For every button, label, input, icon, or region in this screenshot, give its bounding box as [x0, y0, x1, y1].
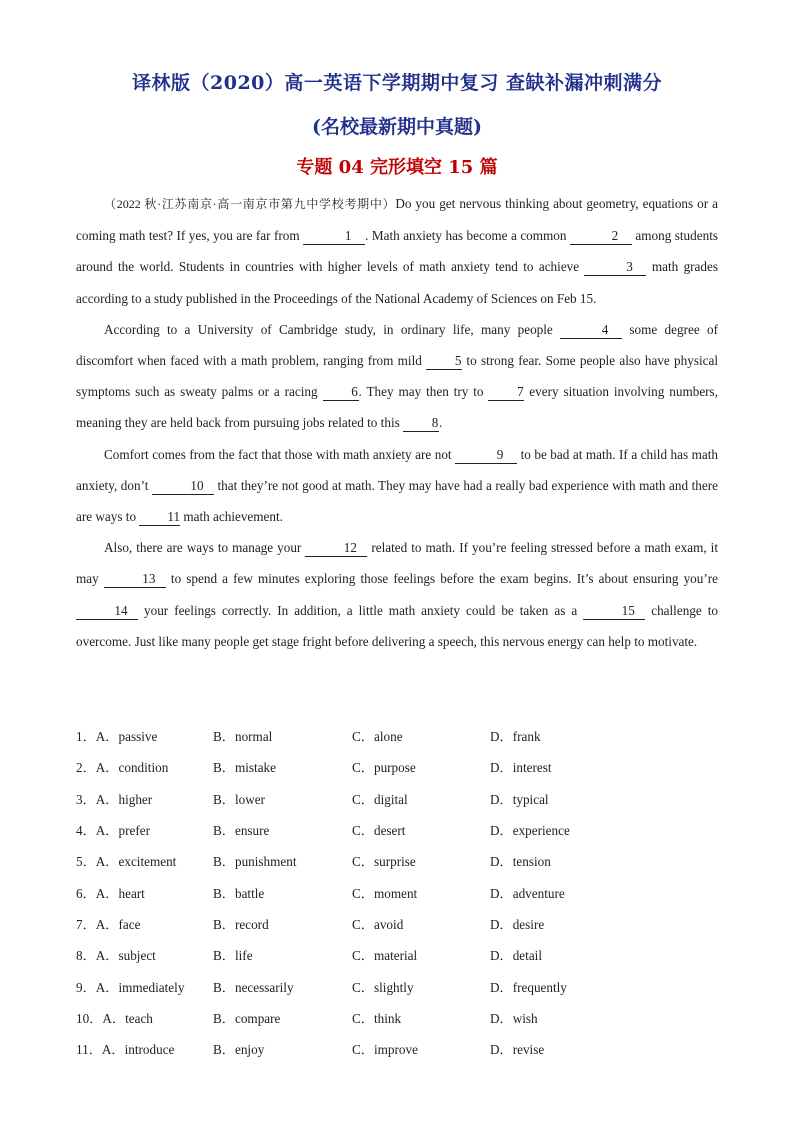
option-b[interactable]: B．enjoy: [213, 1042, 265, 1058]
question-number: 9．: [76, 979, 96, 995]
option-c[interactable]: C．think: [352, 1010, 402, 1026]
paragraph-1: [76, 188, 718, 314]
text: among students around the world. Students in countries with higher levels of math anxiety tend to achieve: [76, 228, 718, 275]
text: Also, there are ways to manage your: [104, 540, 306, 556]
paragraph-4: [76, 532, 718, 657]
blank-12[interactable]: 12: [305, 540, 367, 557]
section-title: 专题 04 完形填空 15 篇: [296, 157, 498, 178]
option-c[interactable]: C．improve: [352, 1042, 418, 1058]
option-d[interactable]: D．wish: [490, 1010, 538, 1026]
question-row: [76, 845, 736, 876]
option-d[interactable]: D．frequently: [490, 979, 567, 995]
text: math achievement.: [180, 509, 283, 525]
option-c[interactable]: C．desert: [352, 823, 406, 839]
text: that they’re not good at math. They may have had a really bad experience with math and there are ways to: [76, 477, 719, 525]
paragraph-3: [76, 439, 718, 533]
option-a[interactable]: A．face: [95, 916, 141, 932]
option-c[interactable]: C．slightly: [352, 979, 414, 995]
question-row: [76, 970, 736, 1001]
text: . Math anxiety has become a common: [365, 228, 570, 244]
text: your feelings correctly. In addition, a little math anxiety could be taken as a: [138, 602, 584, 618]
question-row: [76, 783, 736, 814]
text: challenge to overcome. Just like many people get stage fright before delivering a speech, this nervous energy can help to motivate.: [76, 602, 718, 649]
option-b[interactable]: B．record: [213, 916, 269, 932]
option-b[interactable]: B．life: [213, 948, 253, 964]
text: .: [439, 415, 443, 431]
option-d[interactable]: D．desire: [490, 916, 545, 932]
question-number: 11．: [76, 1042, 102, 1058]
option-b[interactable]: B．punishment: [213, 854, 297, 870]
question-row: [76, 720, 736, 751]
option-c[interactable]: C．material: [352, 948, 418, 964]
option-b[interactable]: B．mistake: [213, 760, 277, 776]
question-number: 4．: [76, 823, 96, 839]
option-c[interactable]: C．digital: [352, 791, 408, 807]
question-number: 10．: [76, 1010, 103, 1026]
option-a[interactable]: A．excitement: [95, 854, 177, 870]
question-row: [76, 876, 736, 907]
option-c[interactable]: C．surprise: [352, 854, 416, 870]
option-a[interactable]: A．teach: [102, 1010, 153, 1026]
blank-1[interactable]: 1: [303, 228, 365, 245]
option-d[interactable]: D．adventure: [490, 885, 565, 901]
page-title: 译林版（2020）高一英语下学期期中复习 查缺补漏冲刺满分: [132, 72, 662, 94]
question-row: [76, 1002, 736, 1033]
option-d[interactable]: D．frank: [490, 729, 541, 745]
question-row: [76, 1033, 736, 1064]
question-number: 1．: [76, 729, 96, 745]
option-c[interactable]: C．moment: [352, 885, 418, 901]
text: every situation involving numbers, meaning they are held back from pursuing jobs related to this: [76, 384, 718, 431]
option-d[interactable]: D．tension: [490, 854, 551, 870]
option-b[interactable]: B．lower: [213, 791, 266, 807]
option-d[interactable]: D．revise: [490, 1042, 545, 1058]
paragraph-2: [76, 314, 718, 439]
text: . They may then try to: [358, 384, 489, 400]
option-a[interactable]: A．passive: [95, 729, 158, 745]
question-number: 7．: [76, 916, 96, 932]
question-number: 2．: [76, 760, 96, 776]
text: Do you get nervous thinking about geometry, equations or a coming math test? If yes, you are far from: [76, 196, 719, 244]
blank-4[interactable]: 4: [560, 322, 622, 339]
text: some degree of discomfort when faced with a math problem, ranging from mild: [76, 321, 719, 369]
blank-5[interactable]: 5: [426, 353, 462, 370]
option-a[interactable]: A．heart: [95, 885, 145, 901]
source-note: （2022 秋·江苏南京·高一南京市第九中学校考期中）: [104, 197, 396, 211]
blank-11[interactable]: 11: [139, 509, 180, 526]
option-b[interactable]: B．ensure: [213, 823, 270, 839]
option-d[interactable]: D．detail: [490, 948, 543, 964]
text: math grades according to a study published in the Proceedings of the National Academy of Sciences on Feb 15.: [76, 259, 718, 306]
blank-3[interactable]: 3: [584, 259, 646, 276]
option-b[interactable]: B．battle: [213, 885, 265, 901]
option-d[interactable]: D．experience: [490, 823, 570, 839]
blank-6[interactable]: 6: [323, 384, 359, 401]
option-a[interactable]: A．condition: [95, 760, 169, 776]
question-number: 5．: [76, 854, 96, 870]
page-subtitle: (名校最新期中真题): [312, 116, 482, 138]
answer-options: [76, 720, 736, 1064]
blank-8[interactable]: 8: [403, 415, 439, 432]
option-a[interactable]: A．subject: [95, 948, 156, 964]
option-d[interactable]: D．typical: [490, 791, 549, 807]
option-c[interactable]: C．purpose: [352, 760, 416, 776]
blank-10[interactable]: 10: [152, 478, 214, 495]
question-number: 6．: [76, 885, 96, 901]
text: related to math. If you’re feeling stressed before a math exam, it may: [76, 540, 719, 587]
question-row: [76, 751, 736, 782]
text: to be bad at math. If a child has math anxiety, don’t: [76, 446, 718, 493]
question-row: [76, 814, 736, 845]
question-number: 8．: [76, 948, 96, 964]
question-row: [76, 939, 736, 970]
blank-2[interactable]: 2: [570, 228, 632, 245]
text: Comfort comes from the fact that those with math anxiety are not: [104, 446, 456, 462]
option-a[interactable]: A．prefer: [95, 823, 150, 839]
blank-14[interactable]: 14: [76, 603, 138, 620]
option-a[interactable]: A．immediately: [95, 979, 185, 995]
blank-9[interactable]: 9: [455, 447, 517, 464]
option-a[interactable]: A．higher: [95, 791, 153, 807]
option-c[interactable]: C．alone: [352, 729, 403, 745]
option-b[interactable]: B．normal: [213, 729, 273, 745]
cloze-passage: [76, 188, 718, 657]
blank-7[interactable]: 7: [488, 384, 524, 401]
option-c[interactable]: C．avoid: [352, 916, 404, 932]
option-d[interactable]: D．interest: [490, 760, 552, 776]
option-b[interactable]: B．necessarily: [213, 979, 294, 995]
option-b[interactable]: B．compare: [213, 1010, 281, 1026]
text: According to a University of Cambridge study, in ordinary life, many people: [104, 321, 561, 337]
text: to strong fear. Some people also have physical symptoms such as sweaty palms or a racing: [76, 353, 718, 400]
option-a[interactable]: A．introduce: [101, 1042, 175, 1058]
question-row: [76, 908, 736, 939]
text: to spend a few minutes exploring those feelings before the exam begins. It’s about ensuring you’re: [165, 571, 718, 587]
question-number: 3．: [76, 791, 96, 807]
blank-15[interactable]: 15: [583, 603, 645, 620]
blank-13[interactable]: 13: [104, 571, 166, 588]
